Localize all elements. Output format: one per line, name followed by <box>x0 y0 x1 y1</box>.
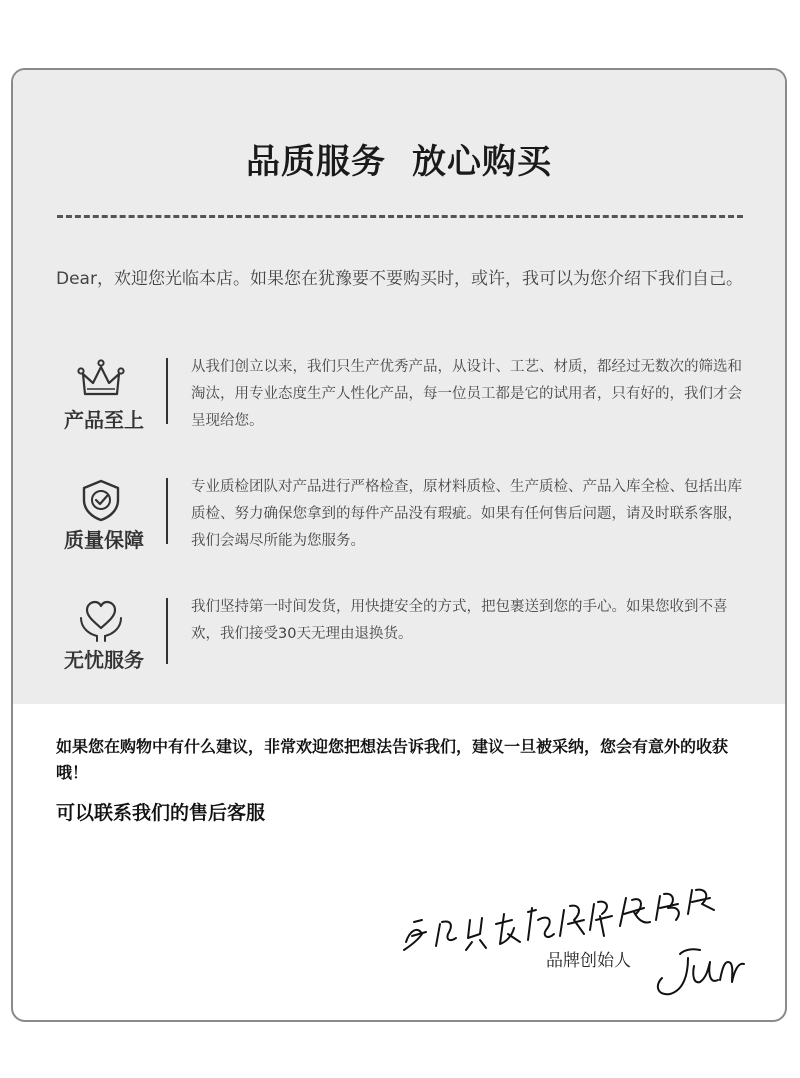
feature-label: 无忧服务 <box>64 648 144 672</box>
feature-quality-first <box>13 358 785 468</box>
handwritten-signature <box>388 850 748 1000</box>
feature-label: 产品至上 <box>64 408 144 432</box>
vertical-divider <box>166 478 168 544</box>
contact-customer-service: 可以联系我们的售后客服 <box>56 802 266 824</box>
founder-label: 品牌创始人 <box>546 951 631 971</box>
intro-text: Dear，欢迎您光临本店。如果您在犹豫要不要购买时，或许，我可以为您介绍下我们自己。 <box>56 269 743 289</box>
feature-text: 专业质检团队对产品进行严格检查，原材料质检、生产质检、产品入库全检、包括出库质检、努力确保您拿到的每件产品没有瑕疵。如果有任何售后问题，请及时联系客服，我们会竭尽所能为您服务。 <box>191 479 742 549</box>
page-title <box>13 134 785 183</box>
crown-icon <box>75 358 127 402</box>
heart-hands-icon <box>75 598 127 642</box>
shield-check-icon <box>75 478 127 522</box>
advice-text: 如果您在购物中有什么建议，非常欢迎您把想法告诉我们，建议一旦被采纳，您会有意外的收获哦！ <box>56 737 729 782</box>
feature-worry-free-service <box>13 598 785 708</box>
title-part-2: 放心购买 <box>412 142 552 182</box>
vertical-divider <box>166 358 168 424</box>
title-part-1: 品质服务 <box>246 142 386 182</box>
feature-text: 我们坚持第一时间发货，用快捷安全的方式，把包裹送到您的手心。如果您收到不喜欢，我们接受30天无理由退换货。 <box>191 599 728 642</box>
feature-label: 质量保障 <box>64 528 144 552</box>
vertical-divider <box>166 598 168 664</box>
dashed-divider <box>57 215 743 218</box>
info-card <box>11 68 787 1022</box>
feature-quality-assurance <box>13 478 785 588</box>
feature-text: 从我们创立以来，我们只生产优秀产品，从设计、工艺、材质，都经过无数次的筛选和淘汰，用专业态度生产人性化产品，每一位员工都是它的试用者，只有好的，我们才会呈现给您。 <box>191 359 742 429</box>
